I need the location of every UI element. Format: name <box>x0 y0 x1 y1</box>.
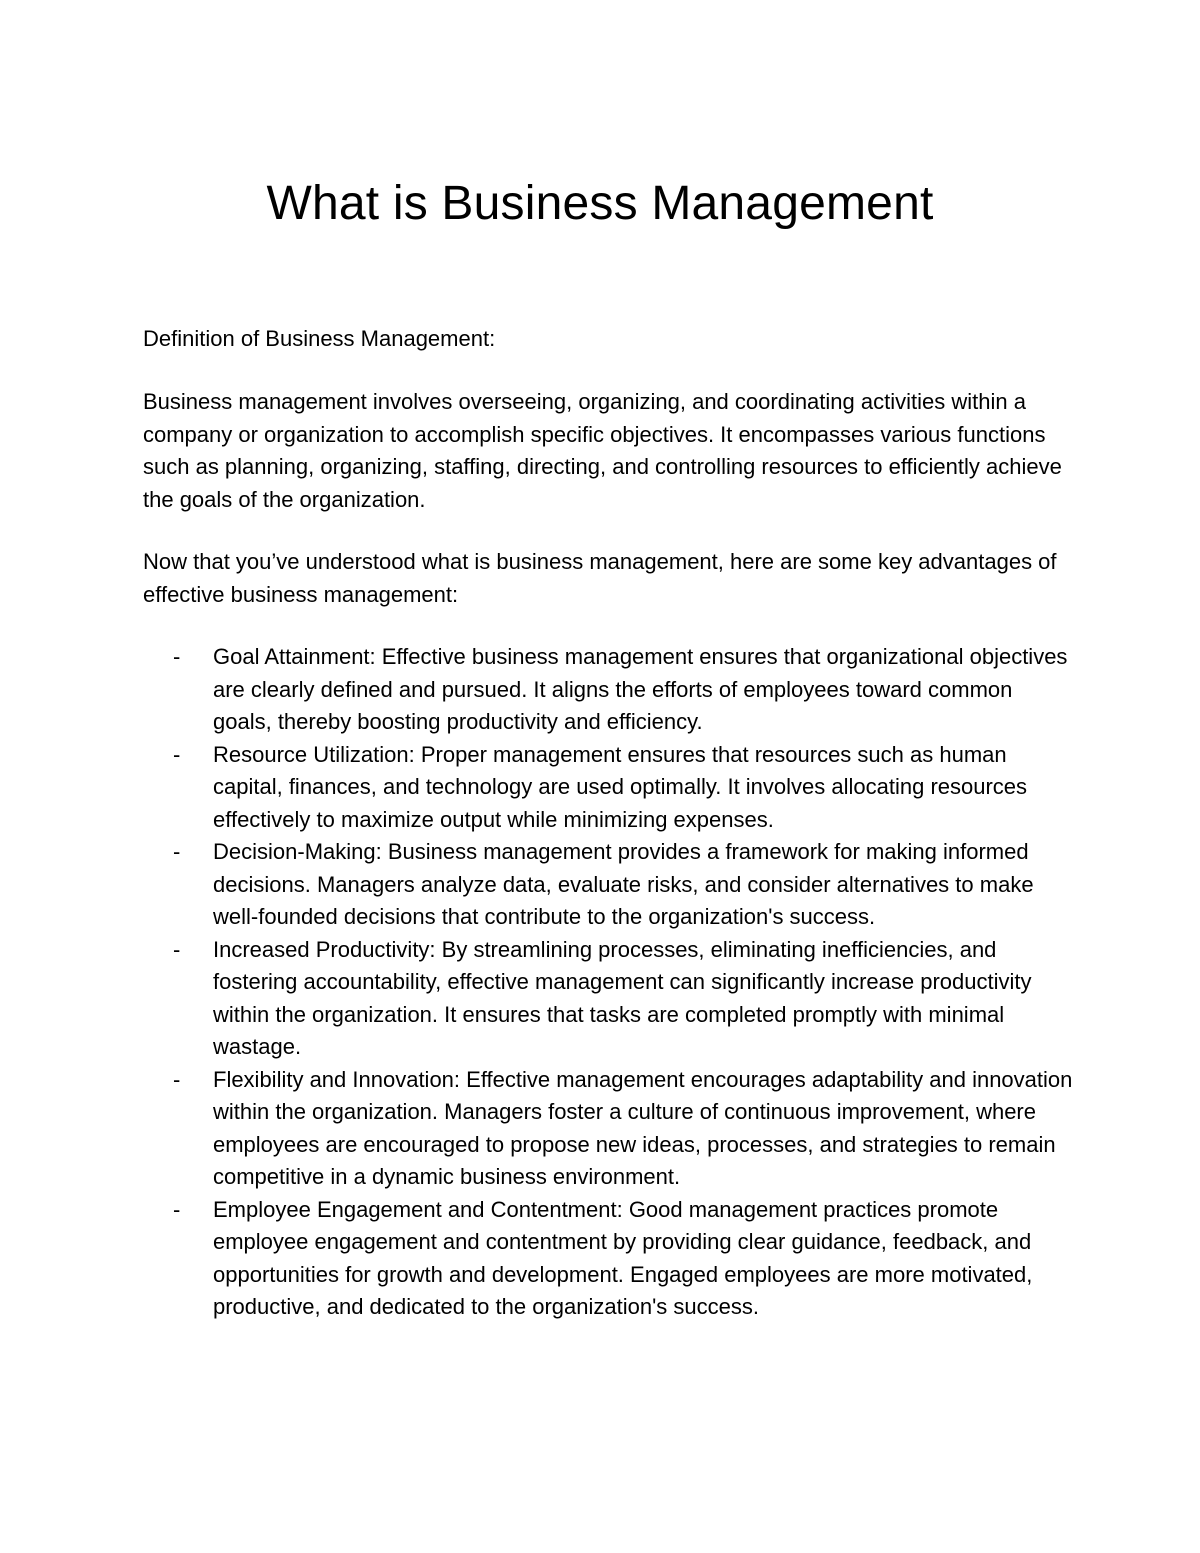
dash-bullet: - <box>173 1196 181 1222</box>
definition-subheading: Definition of Business Management: <box>143 326 496 351</box>
dash-bullet: - <box>173 936 181 962</box>
list-item-text: Resource Utilization: Proper management ensures that resources such as human capital, finances, and technology are used optimally. It involves allocating resources effectively to maximize output while minimizing expenses. <box>213 741 1028 832</box>
list-item-text: Goal Attainment: Effective business management ensures that organizational objectives are clearly defined and pursued. It aligns the efforts of employees toward common goals, thereby boosting productivity and efficiency. <box>213 644 1068 734</box>
list-item-text: Increased Productivity: By streamlining processes, eliminating inefficiencies, and fostering accountability, effective management can significantly increase productivity within the organization. It ensures that tasks are completed promptly with minimal wastage. <box>213 936 1032 1059</box>
list-item <box>143 1194 1073 1324</box>
dash-bullet: - <box>173 1066 181 1092</box>
advantages-list <box>143 641 1073 1324</box>
advantages-intro-paragraph: Now that you’ve understood what is business management, here are some key advantages of effective business management: <box>143 549 1057 607</box>
list-item <box>143 836 1073 934</box>
dash-bullet: - <box>173 839 181 864</box>
list-item-text: Employee Engagement and Contentment: Good management practices promote employee engagement and contentment by providing clear guidance, feedback, and opportunities for growth and development. Engaged employees are more motivated, productive, and dedicated to the organization's success. <box>213 1196 1033 1319</box>
list-item <box>143 1064 1073 1194</box>
list-item <box>143 739 1073 837</box>
dash-bullet: - <box>173 741 181 767</box>
list-item <box>143 934 1073 1064</box>
list-item-text: Decision-Making: Business management provides a framework for making informed decisions. Managers analyze data, evaluate risks, and consider alternatives to make well-founded decisions that contribute to the organization's success. <box>213 839 1034 929</box>
definition-paragraph: Business management involves overseeing, organizing, and coordinating activities within a company or organization to accomplish specific objectives. It encompasses various functions such as planning, organizing, staffing, directing, and controlling resources to efficiently achieve the goals of the organization. <box>143 389 1062 512</box>
list-item-text: Flexibility and Innovation: Effective management encourages adaptability and innovation within the organization. Managers foster a culture of continuous improvement, where employees are encouraged to propose new ideas, processes, and strategies to remain competitive in a dynamic business environment. <box>213 1066 1073 1189</box>
document-title: What is Business Management <box>266 177 934 230</box>
dash-bullet: - <box>173 644 181 669</box>
list-item <box>143 641 1073 739</box>
